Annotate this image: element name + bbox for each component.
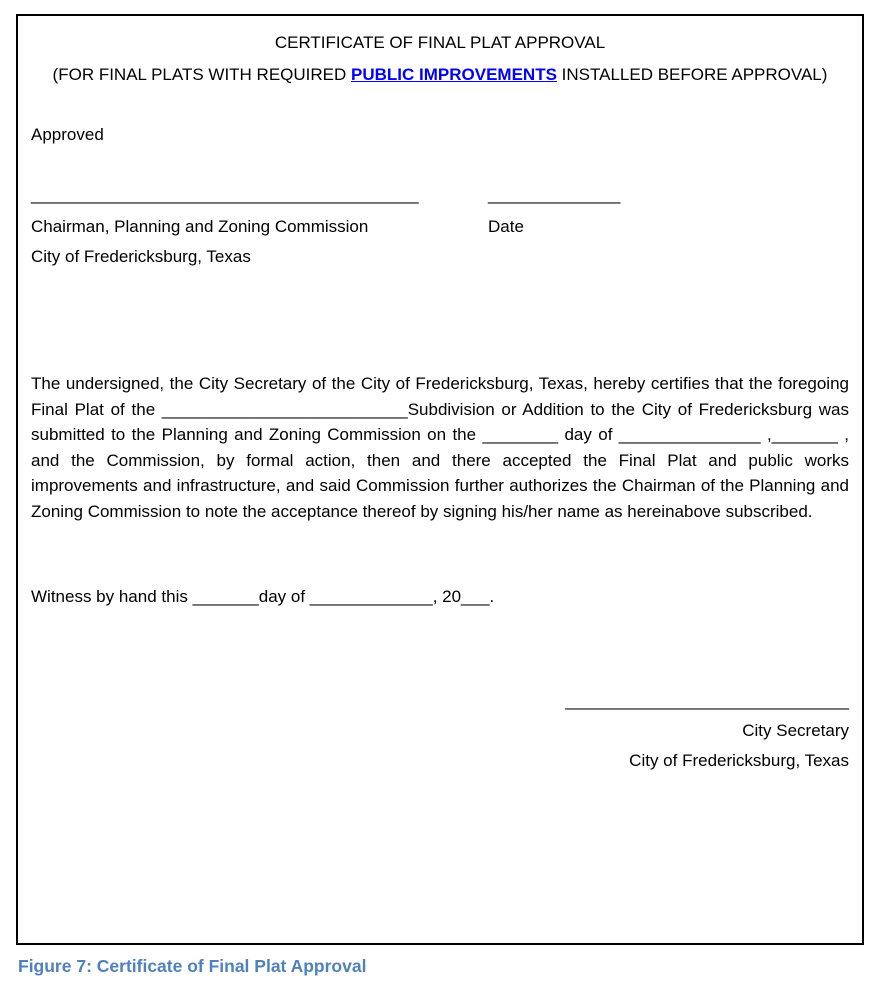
certificate-subtitle <box>18 62 862 88</box>
secretary-org-label: City of Fredericksburg, Texas <box>629 751 849 770</box>
public-improvements-link[interactable]: PUBLIC IMPROVEMENTS <box>351 65 557 84</box>
subtitle-text-before: (FOR FINAL PLATS WITH REQUIRED <box>52 65 352 84</box>
figure-caption: Figure 7: Certificate of Final Plat Approval <box>18 956 367 976</box>
certificate-border-box <box>16 14 864 945</box>
date-label: Date <box>488 217 524 236</box>
chairman-signature-line: _________________________________________ <box>31 185 419 204</box>
certificate-title: CERTIFICATE OF FINAL PLAT APPROVAL <box>274 33 606 52</box>
secretary-role-label: City Secretary <box>742 721 849 740</box>
certification-body-paragraph: The undersigned, the City Secretary of the City of Fredericksburg, Texas, hereby certifies that the foregoing Final Plat of the __________________________Subdivision or Addition to the City of Fredericksburg was submitted to the Planning and Zoning Commission on the ________ day of _______________ ,_______ , and the Commission, by formal action, then and there accepted the Final Plat and public works improvements and infrastructure, and said Commission further authorizes the Chairman of the Planning and Zoning Commission to note the acceptance thereof by signing his/her name as hereinabove subscribed. <box>31 374 849 521</box>
date-signature-line: ______________ <box>488 185 621 204</box>
chairman-role-label: Chairman, Planning and Zoning Commission <box>31 217 369 236</box>
approved-label: Approved <box>31 125 104 144</box>
witness-line: Witness by hand this _______day of _____________, 20___. <box>31 587 495 606</box>
chairman-org-label: City of Fredericksburg, Texas <box>31 247 251 266</box>
secretary-signature-line: ______________________________ <box>565 691 849 710</box>
subtitle-text-after: INSTALLED BEFORE APPROVAL) <box>556 65 828 84</box>
